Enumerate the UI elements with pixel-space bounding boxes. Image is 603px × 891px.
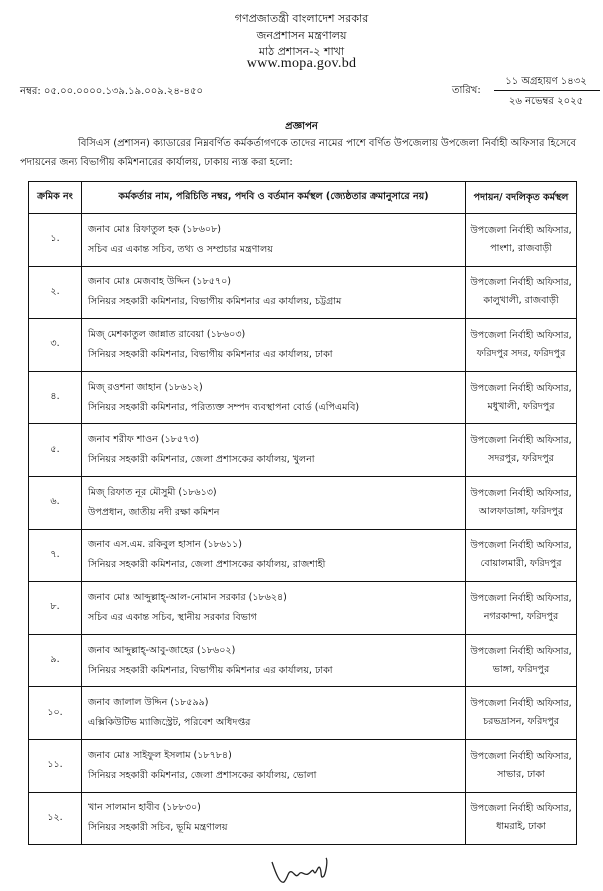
officer-cell [82,371,466,424]
serial-cell: ১. [29,214,82,267]
table-row [29,582,577,635]
officer-current-post: এক্সিকিউটিভ ম্যাজিস্ট্রেট, পরিবেশ অধিদপ্তর [88,717,251,729]
posting-location: সাভার, ঢাকা [497,768,545,780]
posting-location: চরভদ্রাসন, ফরিদপুর [482,716,560,728]
officer-cell [82,319,466,372]
date-bangla: ১১ অগ্রহায়ণ ১৪৩২ [505,76,587,87]
officer-name: মিজ্ রওশনা জাহান (১৮৬১২) [88,381,203,393]
posting-designation: উপজেলা নির্বাহী অফিসার, [470,750,572,762]
posting-cell [466,792,577,845]
posting-designation: উপজেলা নির্বাহী অফিসার, [470,329,572,341]
officer-cell [82,529,466,582]
officer-cell [82,634,466,687]
posting-location: ভাঙ্গা, ফরিদপুর [492,663,550,675]
posting-designation: উপজেলা নির্বাহী অফিসার, [470,698,572,710]
header-serial: ক্রমিক নং [29,182,82,214]
section-name: মাঠ প্রশাসন-২ শাখা [258,45,345,58]
posting-cell [466,214,577,267]
officer-name: খান সালমান হাবীব (১৮৮৩০) [88,802,201,814]
table-row [29,739,577,792]
officer-current-post: সচিব এর একান্ত সচিব, স্থানীয় সরকার বিভাগ [88,611,257,623]
posting-cell [466,634,577,687]
posting-cell [466,582,577,635]
body-paragraph: বিসিএস (প্রশাসন) ক্যাডারের নিম্নবর্ণিত কর্মকর্তাগণকে তাদের নামের পাশে বর্ণিত উপজেলায় উপজেলা নির্বাহী অফিসার হিসেবে পদায়নের জন্য বিভাগীয় কমিশনারের কার্যালয়, ঢাকায় ন্যস্ত করা হলো: [20,138,577,168]
officer-current-post: সিনিয়র সহকারী কমিশনার, জেলা প্রশাসকের কার্যালয়, ভোলা [88,769,317,781]
officer-name: জনাব মোঃ আব্দুল্লাহ্-আল-নোমান সরকার (১৮৬২৪) [88,591,287,603]
officer-cell [82,739,466,792]
table-row [29,424,577,477]
officer-name: জনাব জালাল উদ্দিন (১৮৫৯৯) [88,697,209,709]
posting-location: আলফাডাঙ্গা, ফরিদপুর [478,505,564,517]
officer-current-post: সিনিয়র সহকারী কমিশনার, বিভাগীয় কমিশনার এর কার্যালয়, ঢাকা [88,348,333,360]
signature [268,856,338,888]
date-label: তারিখ: [452,85,481,96]
serial-cell: ২. [29,266,82,319]
posting-location: ফরিদপুর সদর, ফরিদপুর [476,347,566,359]
posting-cell [466,424,577,477]
table-row [29,529,577,582]
posting-table [28,181,577,845]
officer-cell [82,476,466,529]
posting-designation: উপজেলা নির্বাহী অফিসার, [470,803,572,815]
officer-name: জনাব এস.এম. রকিবুল হাসান (১৮৬১১) [88,539,242,551]
serial-cell: ৩. [29,319,82,372]
officer-name: মিজ্ মেশকাতুল জান্নাত রাবেয়া (১৮৬০৩) [88,328,246,340]
table-row [29,687,577,740]
govt-name: গণপ্রজাতন্ত্রী বাংলাদেশ সরকার [234,12,369,25]
posting-location: মধুখালী, ফরিদপুর [487,400,555,412]
posting-cell [466,319,577,372]
posting-designation: উপজেলা নির্বাহী অফিসার, [470,487,572,499]
officer-current-post: সিনিয়র সহকারী কমিশনার, বিভাগীয় কমিশনার এর কার্যালয়, চট্টগ্রাম [88,296,342,308]
table-row [29,371,577,424]
document-title: প্রজ্ঞাপন [285,121,318,132]
officer-name: জনাব মোঃ রিফাতুল হক (১৮৬০৮) [88,223,221,235]
posting-location: কালুখালী, রাজবাড়ী [483,295,559,307]
officer-cell [82,214,466,267]
table-row [29,266,577,319]
posting-designation: উপজেলা নির্বাহী অফিসার, [470,277,572,289]
date-divider [494,90,600,91]
officer-cell [82,582,466,635]
posting-cell [466,371,577,424]
officer-current-post: সিনিয়র সহকারী সচিব, ভূমি মন্ত্রণালয় [88,822,228,834]
table-row [29,476,577,529]
officer-name: জনাব আব্দুল্লাহ্-আবু-জাহের (১৮৬০২) [88,644,236,656]
serial-cell: ৬. [29,476,82,529]
serial-cell: ৮. [29,582,82,635]
header-posting: পদায়ন/ বদলিকৃত কর্মস্থল [466,182,577,214]
serial-cell: ১০. [29,687,82,740]
posting-cell [466,739,577,792]
table-row [29,634,577,687]
officer-cell [82,424,466,477]
date-english: ২৬ নভেম্বর ২০২৫ [508,96,584,107]
officer-name: মিজ্ রিফাত নূর মৌসুমী (১৮৬১৩) [88,486,217,498]
posting-designation: উপজেলা নির্বাহী অফিসার, [470,382,572,394]
officer-current-post: উপপ্রধান, জাতীয় নদী রক্ষা কমিশন [88,506,220,518]
posting-cell [466,476,577,529]
serial-cell: ১১. [29,739,82,792]
posting-designation: উপজেলা নির্বাহী অফিসার, [470,224,572,236]
posting-location: ধামরাই, ঢাকা [496,821,546,833]
serial-cell: ৫. [29,424,82,477]
table-header-row [29,182,577,214]
memo-number: নম্বর: ০৫.০০.০০০০.১৩৯.১৯.০০৯.২৪-৪৫০ [20,86,204,97]
table-row [29,792,577,845]
posting-location: সদরপুর, ফরিদপুর [488,453,554,465]
posting-cell [466,529,577,582]
officer-current-post: সচিব এর একান্ত সচিব, তথ্য ও সম্প্রচার মন্ত্রণালয় [88,243,273,255]
posting-designation: উপজেলা নির্বাহী অফিসার, [470,540,572,552]
posting-location: নগরকান্দা, ফরিদপুর [483,610,559,622]
posting-cell [466,687,577,740]
officer-current-post: সিনিয়র সহকারী কমিশনার, বিভাগীয় কমিশনার এর কার্যালয়, ঢাকা [88,664,333,676]
posting-designation: উপজেলা নির্বাহী অফিসার, [470,645,572,657]
serial-cell: ৪. [29,371,82,424]
officer-cell [82,792,466,845]
header-officer: কর্মকর্তার নাম, পরিচিতি নম্বর, পদবি ও বর্তমান কর্মস্থল (জ্যেষ্ঠতার ক্রমানুসারে নয়) [82,182,466,214]
serial-cell: ১২. [29,792,82,845]
table-row [29,319,577,372]
officer-cell [82,687,466,740]
posting-designation: উপজেলা নির্বাহী অফিসার, [470,435,572,447]
posting-location: পাংশা, রাজবাড়ী [490,242,552,254]
website: www.mopa.gov.bd [246,56,357,71]
table-row [29,214,577,267]
posting-designation: উপজেলা নির্বাহী অফিসার, [470,592,572,604]
serial-cell: ৯. [29,634,82,687]
officer-current-post: সিনিয়র সহকারী কমিশনার, জেলা প্রশাসকের কার্যালয়, খুলনা [88,454,315,466]
posting-location: বোয়ালমারী, ফরিদপুর [480,558,562,570]
officer-name: জনাব শরীফ শাওন (১৮৫৭৩) [88,434,200,446]
officer-name: জনাব মোঃ মেজবাহ উদ্দিন (১৮৫৭০) [88,276,231,288]
officer-current-post: সিনিয়র সহকারী কমিশনার, পরিত্যক্ত সম্পদ ব্যবস্থাপনা বোর্ড (এপিএমবি) [88,401,360,413]
posting-cell [466,266,577,319]
officer-cell [82,266,466,319]
ministry-name: জনপ্রশাসন মন্ত্রণালয় [256,29,347,42]
officer-name: জনাব মোঃ সাইফুল ইসলাম (১৮৭৮৪) [88,749,232,761]
serial-cell: ৭. [29,529,82,582]
officer-current-post: সিনিয়র সহকারী কমিশনার, জেলা প্রশাসকের কার্যালয়, রাজশাহী [88,559,326,571]
